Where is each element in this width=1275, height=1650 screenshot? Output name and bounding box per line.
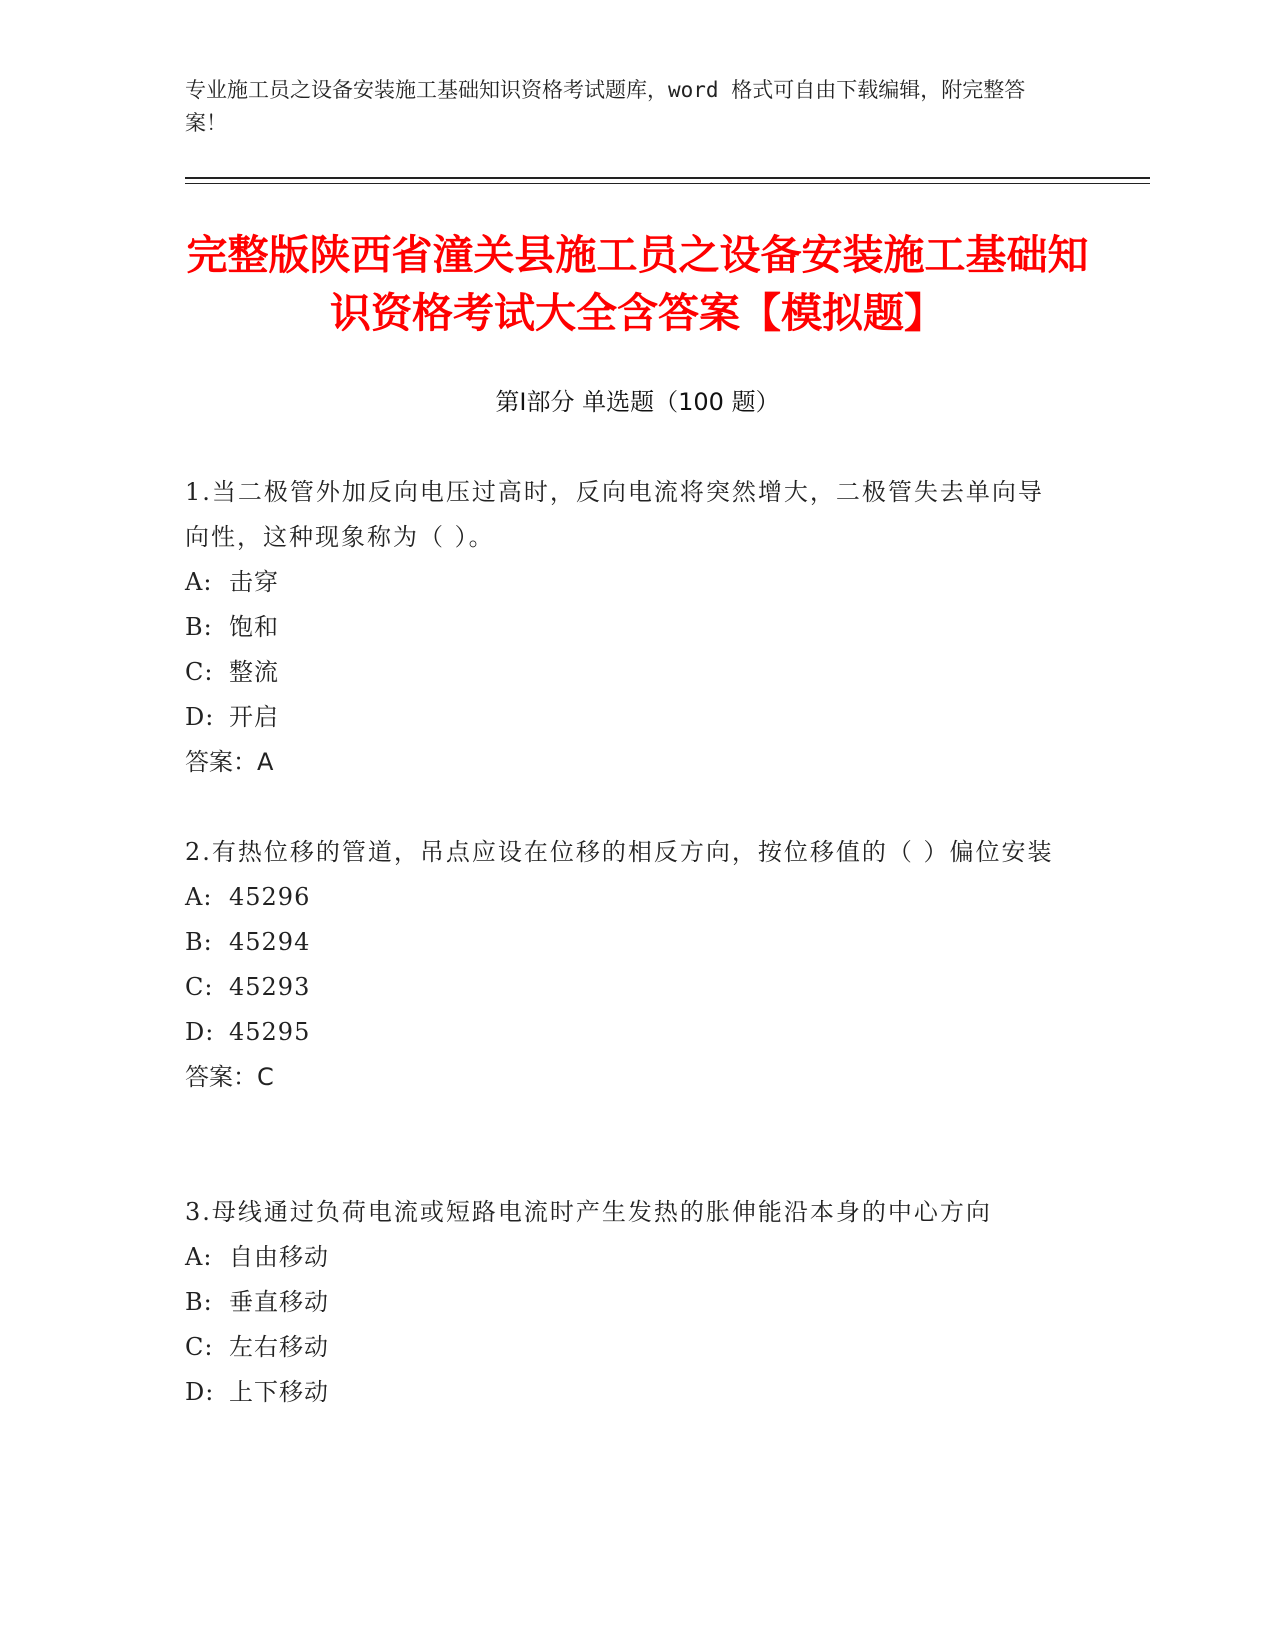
question-3 [185,1190,1065,1415]
option-text: 45296 [229,883,311,911]
question-stem: 1.当二极管外加反向电压过高时，反向电流将突然增大，二极管失去单向导向性，这种现象称为（ ）。 [185,478,1044,551]
question-stem: 3.母线通过负荷电流或短路电流时产生发热的胀伸能沿本身的中心方向 [185,1198,992,1226]
option-c [185,650,1065,695]
option-key: B: [185,613,213,641]
option-key: A: [185,568,213,596]
option-a [185,875,1065,920]
option-c [185,965,1065,1010]
header-divider-thin [185,183,1150,184]
option-text: 45293 [229,973,311,1001]
option-a [185,560,1065,605]
option-text: 击穿 [229,568,279,596]
option-text: 整流 [229,658,279,686]
question-stem: 2.有热位移的管道，吊点应设在位移的相反方向，按位移值的（ ）偏位安装 [185,838,1054,866]
option-key: C: [185,658,214,686]
option-c [185,1325,1065,1370]
option-text: 垂直移动 [229,1288,329,1316]
answer-line: 答案：A [185,748,274,776]
option-text: 开启 [229,703,279,731]
option-text: 自由移动 [229,1243,329,1271]
option-key: D: [185,1018,215,1046]
option-key: A: [185,883,213,911]
question-1 [185,470,1065,785]
option-b [185,920,1065,965]
option-b [185,1280,1065,1325]
header-note: 专业施工员之设备安装施工基础知识资格考试题库，word 格式可自由下载编辑，附完整答案！ [185,78,1026,135]
option-key: B: [185,928,213,956]
option-key: D: [185,703,215,731]
option-text: 45294 [229,928,311,956]
answer-line: 答案：C [185,1063,274,1091]
option-key: D: [185,1378,215,1406]
option-key: A: [185,1243,213,1271]
document-title: 完整版陕西省潼关县施工员之设备安装施工基础知识资格考试大全含答案【模拟题】 [186,231,1089,337]
option-a [185,1235,1065,1280]
option-text: 饱和 [229,613,279,641]
question-2 [185,830,1065,1100]
option-b [185,605,1065,650]
option-key: B: [185,1288,213,1316]
option-text: 左右移动 [229,1333,329,1361]
option-text: 上下移动 [229,1378,329,1406]
section-heading: 第Ⅰ部分 单选题（100 题） [495,388,780,416]
option-d [185,1370,1065,1415]
option-key: C: [185,1333,214,1361]
option-d [185,1010,1065,1055]
option-d [185,695,1065,740]
header-divider-thick [185,177,1150,179]
option-key: C: [185,973,214,1001]
option-text: 45295 [229,1018,311,1046]
